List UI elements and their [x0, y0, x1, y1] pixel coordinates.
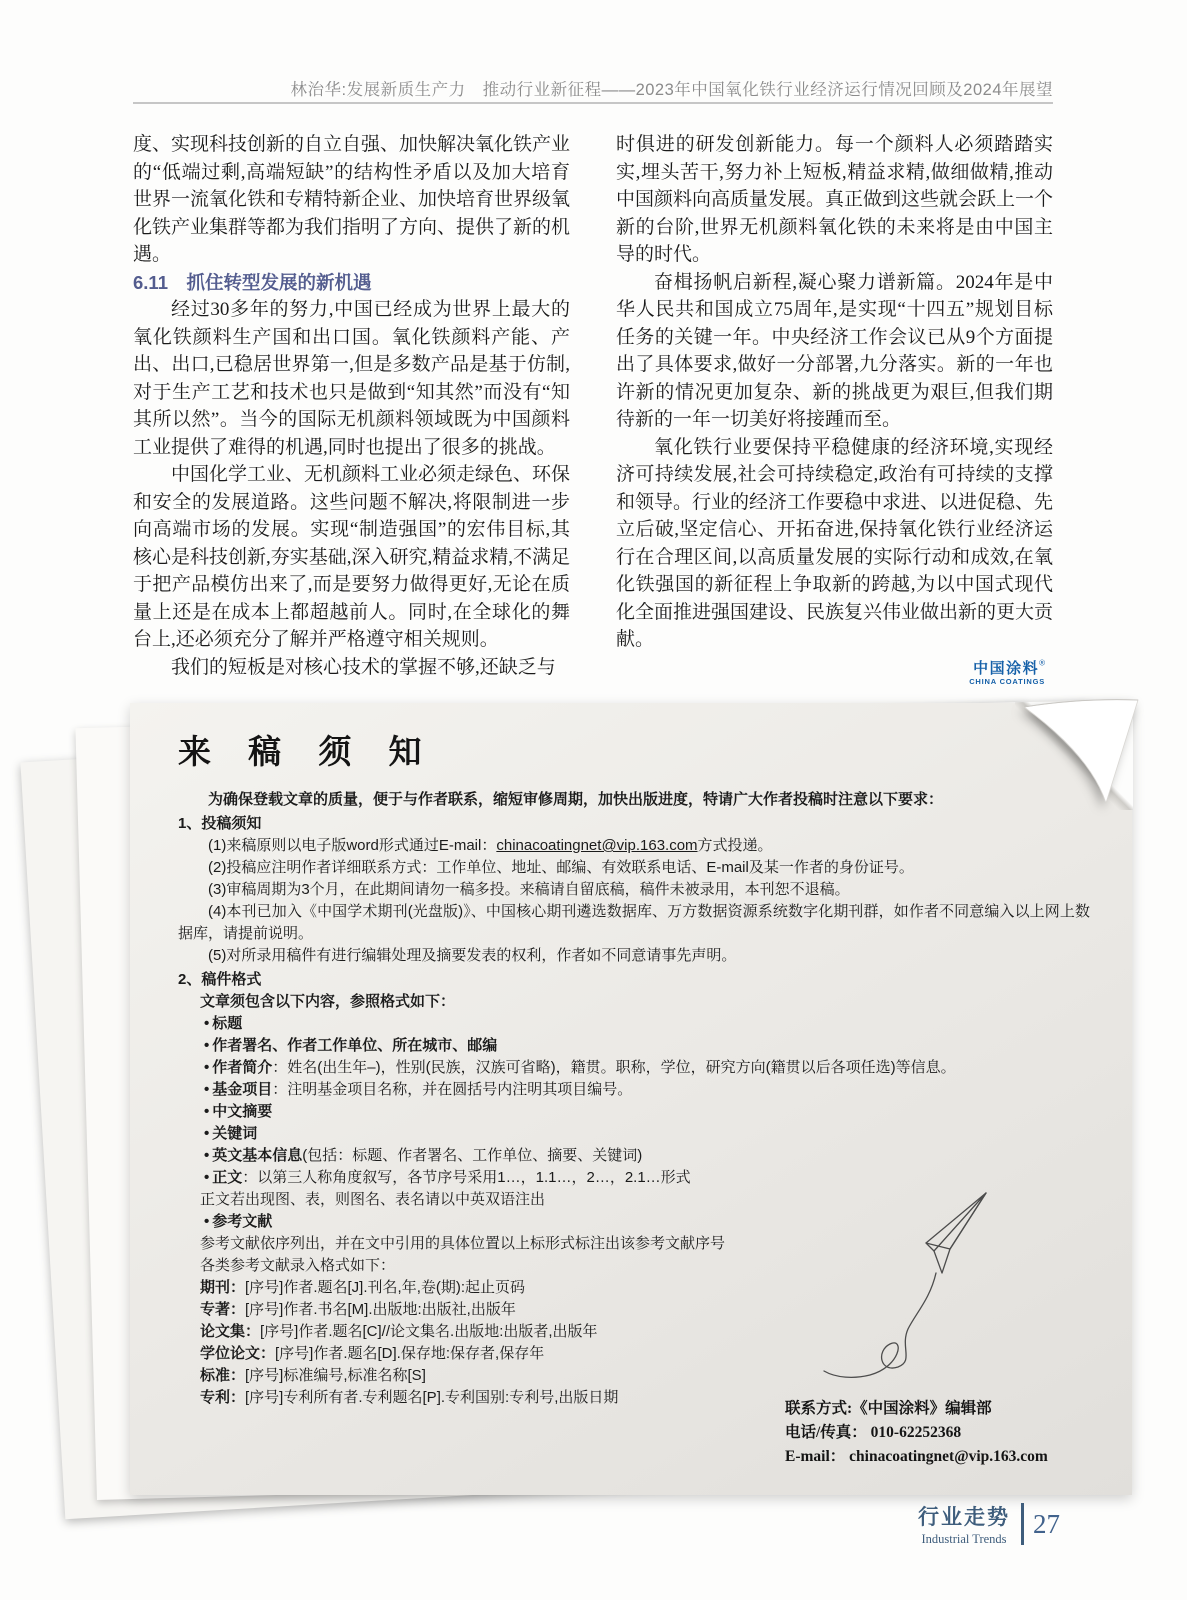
ref-format-journal: 期刊：[序号]作者.题名[J].刊名,年,卷(期):起止页码 — [200, 1279, 526, 1296]
notice-title: 来 稿 须 知 — [178, 733, 436, 770]
format-bullet-main-text: • 正文：以第三人称角度叙写，各节序号采用1…，1.1…，2…，2.1…形式 — [204, 1167, 1090, 1189]
submission-item-4: (4)本刊已加入《中国学术期刊(光盘版)》、中国核心期刊遴选数据库、万方数据资源系统数字化期刊群，如作者不同意编入以上网上数据库，请提前说明。 — [178, 903, 1090, 942]
paragraph: 时俱进的研发创新能力。每一个颜料人必须踏踏实实,埋头苦干,努力补上短板,精益求精,做细做精,推动中国颜料向高质量发展。真正做到这些就会跃上一个新的台阶,世界无机颜料氧化铁的未来将是由中国主导的时代。 — [616, 134, 1054, 265]
item-1-prefix: (1)来稿原则以电子版word形式通过E-mail： — [208, 837, 497, 854]
references-desc-1: 参考文献依序列出，并在文中引用的具体位置以上标形式标注出该参考文献序号 — [200, 1235, 726, 1252]
footer-en-text: Industrial Trends — [921, 1532, 1007, 1546]
ref-format-thesis: 学位论文：[序号]作者.题名[D].保存地:保存者,保存年 — [200, 1345, 545, 1362]
item-1-suffix: 方式投递。 — [697, 837, 773, 854]
notice-intro: 为确保登载文章的质量，便于与作者联系，缩短审修周期，加快出版进度，特请广大作者投稿时注意以下要求： — [208, 791, 944, 808]
editorial-contact — [785, 1397, 1048, 1469]
article-body — [133, 131, 1053, 687]
contact-line-1: 联系方式:《中国涂料》编辑部 — [785, 1400, 992, 1417]
format-bullet-author-bio: • 作者简介：姓名(出生年–)，性别(民族，汉族可省略)，籍贯。职称，学位，研究方向(籍贯以后各项任选)等信息。 — [204, 1057, 1090, 1079]
format-bullet-keywords: • 关键词 — [204, 1123, 1090, 1145]
format-bullet-cn-abstract: • 中文摘要 — [204, 1101, 1090, 1123]
format-bullet-en-info: • 英文基本信息(包括：标题、作者署名、工作单位、摘要、关键词) — [204, 1145, 1090, 1167]
paragraph: 中国化学工业、无机颜料工业必须走绿色、环保和安全的发展道路。这些问题不解决,将限制进一步向高端市场的发展。实现“制造强国”的宏伟目标,其核心是科技创新,夯实基础,深入研究,精益求精,不满足于把产品模仿出来了,而是要努力做得更好,无论在质量上还是在成本上都超越前人。同时,在全球化的舞台上,还必须充分了解并严格遵守相关规则。 — [133, 464, 571, 650]
page-footer — [918, 1501, 1060, 1547]
ref-format-monograph: 专著：[序号]作者.书名[M].出版地:出版社,出版年 — [200, 1301, 516, 1318]
footer-cn-text: 行业走势 — [918, 1506, 1010, 1529]
main-text-note: 正文若出现图、表，则图名、表名请以中英双语注出 — [200, 1191, 546, 1208]
submission-item-2: (2)投稿应注明作者详细联系方式：工作单位、地址、邮编、有效联系电话、E-mail及某一作者的身份证号。 — [208, 859, 914, 876]
section-2-title: 2、稿件格式 — [178, 971, 262, 988]
contact-line-3: E-mail： chinacoatingnet@vip.163.com — [785, 1448, 1048, 1465]
china-coatings-logo — [616, 657, 1053, 687]
paragraph: 经过30多年的努力,中国已经成为世界上最大的氧化铁颜料生产国和出口国。氧化铁颜料产能、产出、出口,已稳居世界第一,但是多数产品是基于仿制,对于生产工艺和技术也只是做到“知其然”而没有“知其所以然”。当今的国际无机颜料领域既为中国颜料工业提供了难得的机遇,同时也提出了很多的挑战。 — [133, 299, 570, 458]
section-1-title: 1、投稿须知 — [178, 815, 262, 832]
section-heading-6-11: 6.11 抓住转型发展的新机遇 — [133, 271, 372, 293]
article-right-column — [616, 131, 1053, 687]
format-bullet-fund: • 基金项目：注明基金项目名称，并在圆括号内注明其项目编号。 — [204, 1079, 1090, 1101]
logo-cn-text: 中国涂料 — [973, 659, 1040, 677]
notice-sheet — [130, 703, 1132, 1495]
paragraph: 我们的短板是对核心技术的掌握不够,还缺乏与 — [171, 656, 556, 678]
submission-email: chinacoatingnet@vip.163.com — [496, 837, 698, 854]
format-bullet-authors: • 作者署名、作者工作单位、所在城市、邮编 — [204, 1035, 1090, 1057]
format-bullet-title: • 标题 — [204, 1013, 1090, 1035]
paragraph: 度、实现科技创新的自立自强、加快解决氧化铁产业的“低端过剩,高端短缺”的结构性矛盾以及加大培育世界一流氧化铁和专精特新企业、加快培育世界级氧化铁产业集群等都为我们指明了方向、提供了新的机遇。 — [133, 134, 571, 265]
running-head-title: 林治华:发展新质生产力 推动行业新征程——2023年中国氧化铁行业经济运行情况回顾及2024年展望 — [290, 81, 1053, 99]
footer-section-label — [918, 1501, 1010, 1547]
submission-item-5: (5)对所录用稿件有进行编辑处理及摘要发表的权利，作者如不同意请事先声明。 — [208, 947, 737, 964]
ref-format-proceedings: 论文集：[序号]作者.题名[C]//论文集名.出版地:出版者,出版年 — [200, 1323, 598, 1340]
contact-line-2: 电话/传真： 010-62252368 — [785, 1424, 962, 1441]
paper-plane-icon — [818, 1181, 998, 1391]
article-left-column — [133, 131, 570, 687]
submission-item-1 — [178, 835, 1090, 857]
header-divider — [133, 102, 1053, 104]
paragraph: 奋楫扬帆启新程,凝心聚力谱新篇。2024年是中华人民共和国成立75周年,是实现“十四五”规划目标任务的关键一年。中央经济工作会议已从9个方面提出了具体要求,做好一分部署,九分落实。新的一年也许新的情况更加复杂、新的挑战更为艰巨,但我们期待新的一年一切美好将接踵而至。 — [616, 271, 1053, 430]
registered-mark-icon: ® — [1039, 658, 1045, 668]
page-number: 27 — [1033, 1508, 1060, 1539]
section-2-intro: 文章须包含以下内容，参照格式如下： — [200, 993, 456, 1010]
ref-format-patent: 专利：[序号]专利所有者.专利题名[P].专利国别:专利号,出版日期 — [200, 1389, 619, 1406]
ref-format-standard: 标准：[序号]标准编号,标准名称[S] — [200, 1367, 426, 1384]
paragraph: 氧化铁行业要保持平稳健康的经济环境,实现经济可持续发展,社会可持续稳定,政治有可持续的支撑和领导。行业的经济工作要稳中求进、以进促稳、先立后破,坚定信心、开拓奋进,保持氧化铁行业经济运行在合理区间,以高质量发展的实际行动和成效,在氧化铁强国的新征程上争取新的跨越,为以中国式现代化全面推进强国建设、民族复兴伟业做出新的更大贡献。 — [616, 436, 1054, 650]
references-desc-2: 各类参考文献录入格式如下： — [200, 1257, 396, 1274]
logo-en-text: CHINA COATINGS — [969, 677, 1045, 687]
submission-item-3: (3)审稿周期为3个月，在此期间请勿一稿多投。来稿请自留底稿，稿件未被录用，本刊恕不退稿。 — [208, 881, 850, 898]
format-bullet-references: • 参考文献 — [204, 1211, 1090, 1233]
footer-divider-bar — [1021, 1503, 1024, 1545]
